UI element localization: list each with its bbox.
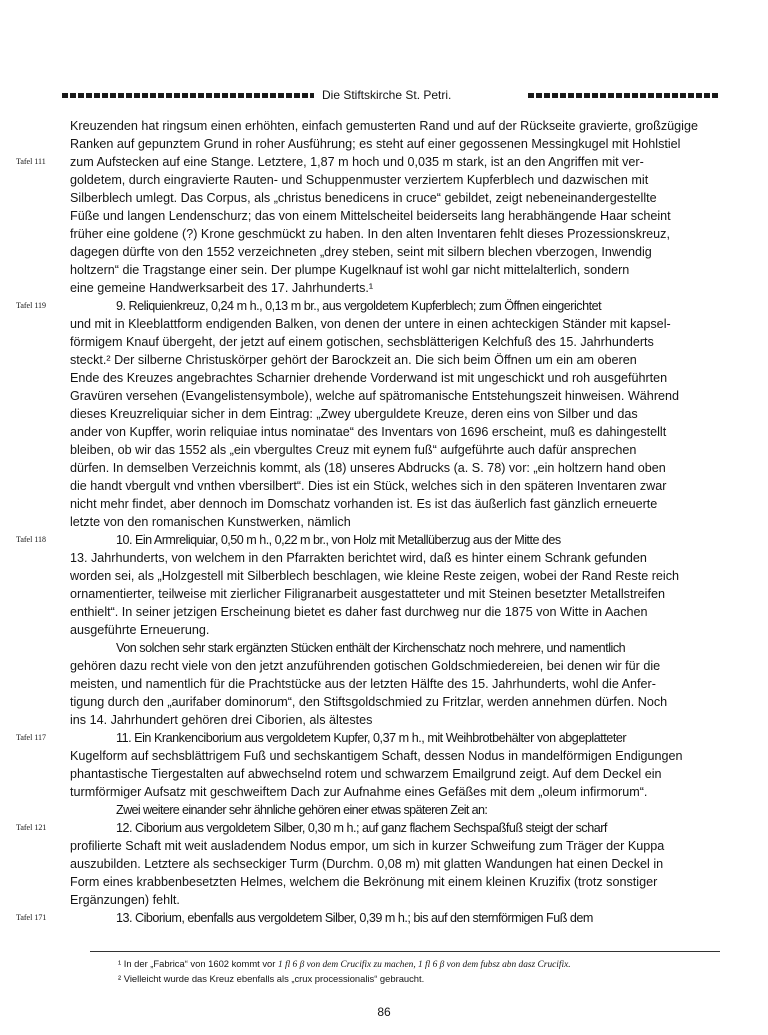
footnote-2 <box>118 972 728 986</box>
text-line: enthielt“. In seiner jetzigen Erscheinung bietet es daher fast durchweg nur die 1875 von Witte in Aachen <box>70 605 648 619</box>
text-line: 13. Jahrhunderts, von welchem in den Pfarrakten berichtet wird, daß es hinter einem Schrank gefunden <box>70 551 647 565</box>
text-line: tigung durch den „aurifaber dominorum“, den Stiftsgoldschmied zu Fritzlar, werden annehmen dürfen. Noch <box>70 695 668 709</box>
text-line: zum Aufstecken auf eine Stange. Letztere, 1,87 m hoch und 0,035 m stark, ist an den Angriffen mit ver- <box>70 155 644 169</box>
text-line: ander von Kupffer, worin reliquiae intus nominatae“ des Inventars von 1696 erscheint, muß es dahingestellt <box>70 425 667 439</box>
text-line: Zwei weitere einander sehr ähnliche gehören einer etwas späteren Zeit an: <box>116 803 488 817</box>
text-line: Gravüren versehen (Evangelistensymbole), welche auf spätromanische Entstehungszeit hinweisen. Während <box>70 389 680 403</box>
running-head-title: Die Stiftskirche St. Petri. <box>322 88 452 102</box>
footnote-mark: ¹ <box>118 958 122 969</box>
text-line: worden sei, als „Holzgestell mit Silberblech beschlagen, wie kleine Reste zeigen, wobei der Rand Reste reich <box>70 569 680 583</box>
text-line: 11. Ein Krankenciborium aus vergoldetem Kupfer, 0,37 m h., mit Weihbrotbehälter von abgeplatteter <box>116 731 627 745</box>
paragraph-ciborium-12 <box>16 819 722 909</box>
text-line: 13. Ciborium, ebenfalls aus vergoldetem Silber, 0,39 m h.; bis auf den sternförmigen Fuß dem <box>116 911 593 925</box>
ornament-border-right <box>528 93 718 98</box>
body-text <box>16 117 722 927</box>
text-line: profilierte Schaft mit weit ausladendem Nodus empor, um sich in kurzer Schweifung zum Träger der Kuppa <box>70 839 665 853</box>
footnote-text: In der „Fabrica“ von 1602 kommt vor <box>123 958 276 969</box>
text-line: und mit in Kleeblattform endigenden Balken, von denen der untere in einen achteckigen Ständer mit kapsel- <box>70 317 671 331</box>
text-line: Silberblech umlegt. Das Corpus, als „christus benedicens in cruce“ gebildet, zeigt nebeneinandergestellte <box>70 191 657 205</box>
plate-reference: Tafel 171 <box>16 913 47 922</box>
text-line: turmförmiger Aufsatz mit geschweiftem Dach zur Aufnahme eines Gefäßes mit dem „oleum infirmorum“. <box>70 785 648 799</box>
plate-reference: Tafel 118 <box>16 535 47 544</box>
text-line: 10. Ein Armreliquiar, 0,50 m h., 0,22 m br., von Holz mit Metallüberzug aus der Mitte des <box>116 533 561 547</box>
text-line: holtzern“ die Tragstange einer sein. Der plumpe Kugelknauf ist wohl gar nicht mittelalterlich, sondern <box>70 263 630 277</box>
text-line: Kreuzenden hat ringsum einen erhöhten, einfach gemusterten Rand und auf der Rückseite gravierte, großzügige <box>70 119 698 133</box>
text-line: auszubilden. Letztere als sechseckiger Turm (Durchm. 0,08 m) mit glatten Wandungen hat einen Deckel in <box>70 857 664 871</box>
text-line: dagegen dürfte von den 1552 verzeichneten „drey steben, seint mit silbern blechen vberzogen, Inwendig <box>70 245 652 259</box>
text-line: eine gemeine Handwerksarbeit des 17. Jahrhunderts.¹ <box>70 281 374 295</box>
paragraph-gothic-goldsmith <box>70 639 722 729</box>
text-line: die handt vbergult vnd vnthen vbersilbert“. Dies ist ein Stück, welches sich in den späteren Inventaren zwar <box>70 479 667 493</box>
text-line: steckt.² Der silberne Christuskörper gehört der Barockzeit an. Die sich beim Öffnen um ein am oberen <box>70 353 637 367</box>
footnote-quote: 1 fl 6 β von dem Crucifix zu machen, 1 fl 6 β von dem fubsz abn dasz Crucifix. <box>277 960 571 970</box>
text-line: meisten, und namentlich für die Prachtstücke aus der letzten Hälfte des 15. Jahrhunderts, wohl die Anfer- <box>70 677 656 691</box>
running-head <box>60 88 720 102</box>
text-line: letzte von den romanischen Kunstwerken, nämlich <box>70 515 351 529</box>
text-line: Ranken auf gepunztem Grund in roher Ausführung; es steht auf einer gegossenen Messingkugel mit Hohlstiel <box>70 137 681 151</box>
text-line: Von solchen sehr stark ergänzten Stücken enthält der Kirchenschatz noch mehrere, und namentlich <box>116 641 626 655</box>
text-line: phantastische Tiergestalten auf abwechselnd rotem und schwarzem Emailgrund zeigt. Auf dem Deckel ein <box>70 767 662 781</box>
page-number: 86 <box>377 1005 391 1019</box>
footnote-rule <box>90 951 720 952</box>
footnote-1 <box>118 957 728 972</box>
text-line: Füße und langen Lendenschurz; das von einem Mittelscheitel beiderseits lang herabhängende Haar scheint <box>70 209 671 223</box>
text-line: gehören dazu recht viele von den jetzt anzuführenden gotischen Goldschmiedereien, bei denen wir für die <box>70 659 661 673</box>
text-line: förmigem Knauf übergeht, der jetzt auf einem gotischen, sechsblätterigen Kelchfuß des 15. Jahrhunderts <box>70 335 654 349</box>
text-line: ausgeführte Erneuerung. <box>70 623 210 637</box>
text-line: bleiben, ob wir das 1552 als „ein vbergultes Creuz mit eynem fuß“ aufgeführte auch dafür ansprechen <box>70 443 637 457</box>
text-line: ornamentierter, teilweise mit zierlicher Filigranarbeit ausgestatteter und mit Steinen besetzter Metallstreifen <box>70 587 665 601</box>
plate-reference: Tafel 111 <box>16 157 46 166</box>
plate-reference: Tafel 117 <box>16 733 47 742</box>
ornament-border-left <box>62 93 314 98</box>
paragraph-reliquienkreuz <box>16 297 722 531</box>
text-line: goldetem, durch eingravierte Rauten- und Schuppenmuster verziertem Kupferblech und dazwischen mit <box>70 173 649 187</box>
text-line: früher eine goldene (?) Krone geschmückt zu haben. In den alten Inventaren fehlt dieses Prozessionskreuz, <box>70 227 670 241</box>
paragraph-krankenciborium <box>16 729 722 801</box>
footnotes <box>118 957 728 986</box>
text-line: Kugelform auf sechsblättrigem Fuß und sechskantigem Schaft, dessen Nodus in mandelförmigen Endigungen <box>70 749 683 763</box>
text-line: dürfen. In demselben Verzeichnis kommt, als (18) unseres Abdrucks (a. S. 78) vor: „ein holtzern hand oben <box>70 461 666 475</box>
text-line: ins 14. Jahrhundert gehören drei Ciborien, als ältestes <box>70 713 373 727</box>
text-line: Form eines krabbenbesetzten Helmes, welchem die Bekrönung mit einem kleinen Kruzifix (trotz sonstiger <box>70 875 658 889</box>
paragraph-ciborium-13 <box>16 909 722 927</box>
text-line: dieses Kreuzreliquiar sicher in dem Eintrag: „Zwey uberguldete Kreuze, deren eins von Silber und das <box>70 407 638 421</box>
text-line: 12. Ciborium aus vergoldetem Silber, 0,30 m h.; auf ganz flachem Sechspaßfuß steigt der scharf <box>116 821 607 835</box>
footnote-mark: ² <box>118 973 122 984</box>
plate-reference: Tafel 119 <box>16 301 47 310</box>
text-line: Ende des Kreuzes angebrachtes Scharnier drehende Vorderwand ist mit ungeschickt und roh ausgeführten <box>70 371 668 385</box>
text-line: 9. Reliquienkreuz, 0,24 m h., 0,13 m br., aus vergoldetem Kupferblech; zum Öffnen eingerichtet <box>116 299 602 313</box>
plate-reference: Tafel 121 <box>16 823 47 832</box>
paragraph-armreliquiar <box>16 531 722 639</box>
footnote-text: Vielleicht wurde das Kreuz ebenfalls als „crux processionalis“ gebraucht. <box>123 973 425 984</box>
text-line: Ergänzungen) fehlt. <box>70 893 180 907</box>
text-line: nicht mehr findet, aber dennoch im Domschatz vorhanden ist. Es ist das äußerlich fast gänzlich erneuerte <box>70 497 658 511</box>
paragraph-continuation <box>70 117 722 153</box>
paragraph-processional-cross <box>16 153 722 297</box>
paragraph-two-more <box>70 801 722 819</box>
